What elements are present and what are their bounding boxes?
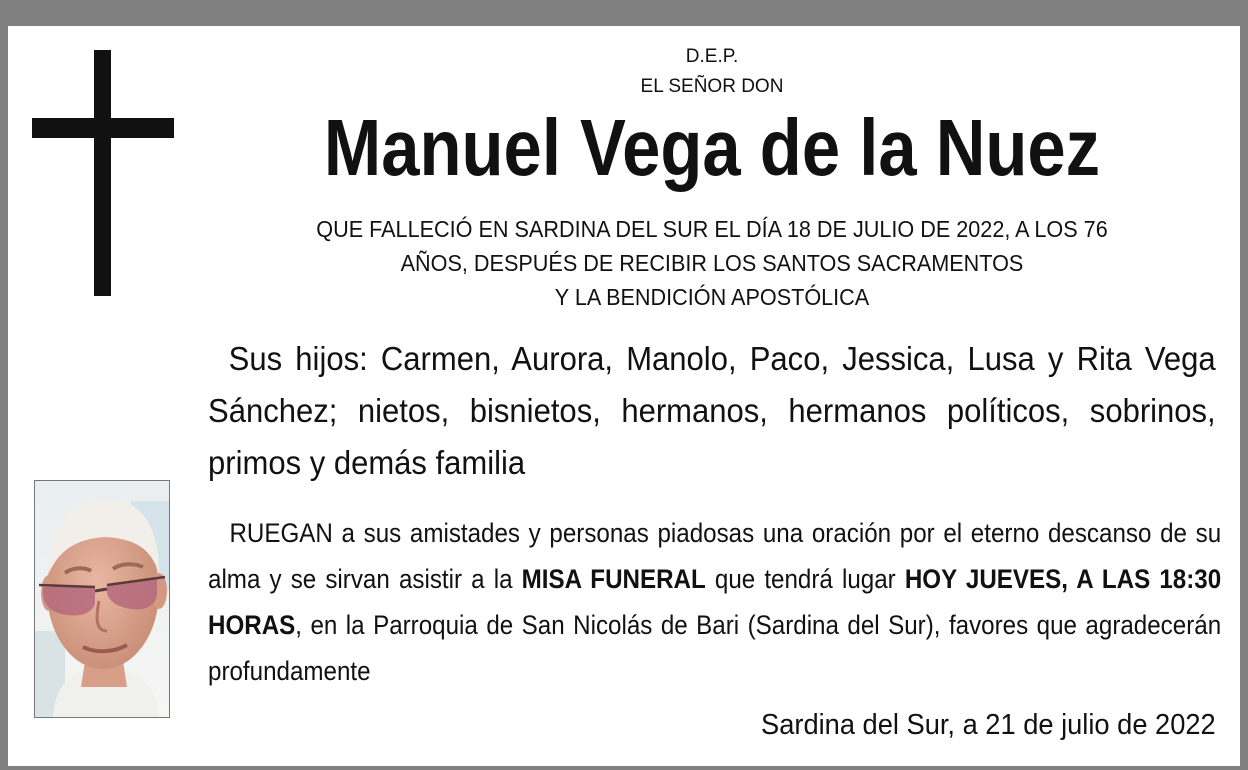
mass-paragraph — [208, 510, 1221, 694]
latin-cross-icon — [94, 50, 111, 296]
latin-cross-icon-bar — [32, 118, 174, 138]
portrait-photo — [34, 480, 170, 718]
deceased-name: Manuel Vega de la Nuez — [323, 103, 1101, 192]
place-and-date: Sardina del Sur, a 21 de julio de 2022 — [761, 709, 1216, 741]
family-paragraph — [208, 333, 1216, 489]
death-notice-line-2: AÑOS, DESPUÉS DE RECIBIR LOS SANTOS SACRAMENTOS — [400, 250, 1024, 276]
title-prefix: EL SEÑOR DON — [640, 76, 784, 97]
family-text: Sus hijos: Carmen, Aurora, Manolo, Paco, Jessica, Lusa y Rita Vega Sánchez; nietos, bisnietos, hermanos, hermanos políticos, sobrinos, primos y demás familia — [208, 340, 1216, 481]
mass-highlight-time: HOY JUEVES, A LAS 18:30 HORAS — [208, 564, 1222, 640]
dep-abbreviation: D.E.P. — [685, 46, 739, 67]
mass-text-2: que tendrá lugar — [705, 564, 905, 594]
mass-text-3: , en la Parroquia de San Nicolás de Bari (Sardina del Sur), favores que agradecerán profundamente — [208, 610, 1222, 686]
death-notice-line-1: QUE FALLECIÓ EN SARDINA DEL SUR EL DÍA 18 DE JULIO DE 2022, A LOS 76 — [316, 216, 1108, 242]
mass-highlight-funeral: MISA FUNERAL — [521, 564, 706, 594]
mass-text-1: RUEGAN a sus amistades y personas piadosas una oración por el eterno descanso de su alma y se sirvan asistir a la — [208, 518, 1222, 594]
death-notice-line-3: Y LA BENDICIÓN APOSTÓLICA — [554, 284, 870, 310]
